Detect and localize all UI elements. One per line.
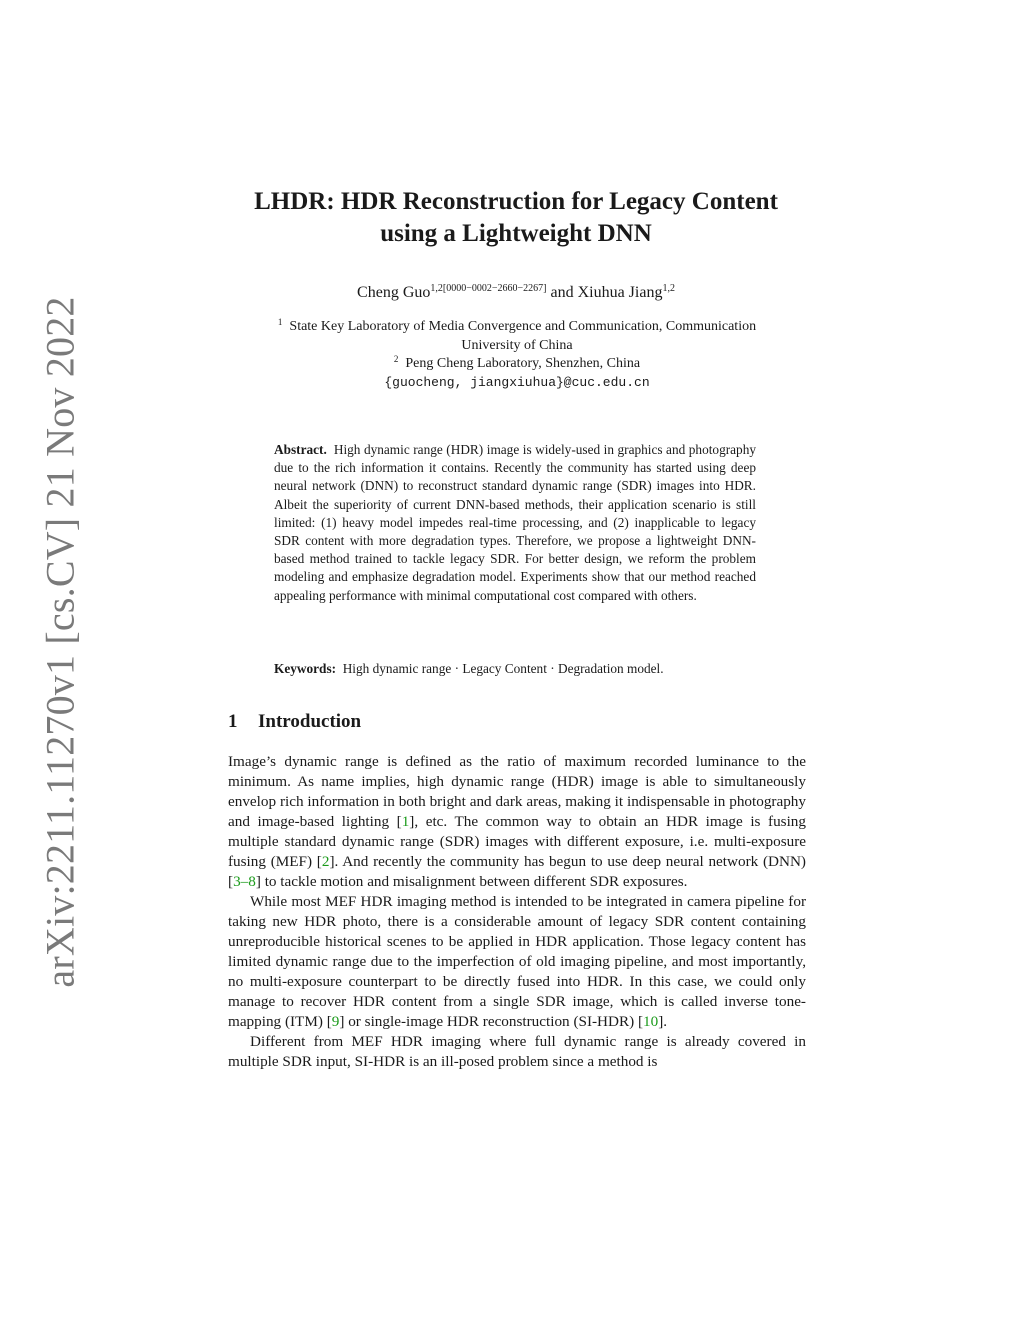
paragraph-1: Image’s dynamic range is defined as the ratio of maximum recorded luminance to the minimum. As name implies, high dynamic range (HDR) image is able to simultaneously envelop rich information in both bright and dark areas, making it indispensable in photography and image-based lighting [1], etc. The common way to obtain an HDR image is fusing multiple standard dynamic range (SDR) images with different exposure, i.e. multi-exposure fusing (MEF) [2]. And recently the community has begun to use deep neural network (DNN) [3–8] to tackle motion and misalignment between different SDR exposures. [228,753,806,890]
affil-1-text: State Key Laboratory of Media Convergence and Communication, Communication [289,319,757,334]
author-emails[interactable]: {guocheng, jiangxiuhua}@cuc.edu.cn [384,374,650,390]
paper-title [200,186,832,250]
author-1: Cheng Guo [357,284,431,301]
abstract-label: Abstract. [274,442,327,457]
abstract-text: High dynamic range (HDR) image is widely-used in graphics and photography due to the rich information it contains. Recently the community has started using deep neural network (DNN) to reconstruct standard dynamic range (SDR) images into HDR. Albeit the superiority of current DNN-based methods, their application scenario is still limited: (1) heavy model impedes real-time processing, and (2) inapplicable to legacy SDR content with more degradation types. Therefore, we propose a lightweight DNN-based method trained to tackle legacy SDR. For better design, we reform the problem modeling and emphasize degradation model. Experiments show that our method reached appealing performance with minimal computational cost compared with others. [274,442,756,603]
citation-link[interactable]: 2 [321,853,330,870]
citation-link[interactable]: 3–8 [233,873,256,890]
paragraph-3: Different from MEF HDR imaging where full dynamic range is already covered in multiple SDR input, SI-HDR is an ill-posed problem since a method is [228,1033,806,1070]
affil-1-marker: 1 [277,317,283,327]
affil-2-marker: 2 [393,354,399,364]
keywords-text: High dynamic range · Legacy Content · Degradation model. [342,661,664,676]
author-2-affil: 1,2 [662,283,675,294]
citation-link[interactable]: 10 [643,1013,659,1030]
keywords-label: Keywords: [274,661,337,676]
author-conjunction: and [546,284,578,301]
section-number: 1 [228,711,238,732]
affiliation-2 [228,355,806,374]
affiliation-1 [228,318,806,337]
keywords [274,660,756,678]
author-1-affil: 1,2[0000−0002−2660−2267] [430,283,547,294]
arxiv-side-stamp[interactable]: arXiv:2211.11270v1 [cs.CV] 21 Nov 2022 [37,296,83,988]
abstract [274,441,756,605]
author-2: Xiuhua Jiang [577,284,663,301]
paragraph-2: While most MEF HDR imaging method is intended to be integrated in camera pipeline for taking new HDR photo, there is a considerable amount of legacy SDR content containing unreproducible historical scenes to be applied in HDR application. Those legacy content has limited dynamic range due to the imperfection of old imaging pipeline, and most importantly, no multi-exposure counterpart to be directly fused into HDR. In this case, we could only manage to recover HDR content from a single SDR image, which is called inverse tone-mapping (ITM) [9] or single-image HDR reconstruction (SI-HDR) [10]. [228,893,806,1030]
title-line-1: LHDR: HDR Reconstruction for Legacy Content [254,188,778,215]
section-body [228,752,806,1072]
citation-link[interactable]: 1 [401,813,410,830]
affiliation-1-cont: University of China [461,337,573,353]
citation-link[interactable]: 9 [331,1013,340,1030]
affiliations [228,318,806,392]
affil-2-text: Peng Cheng Laboratory, Shenzhen, China [405,356,641,371]
author-list [200,282,832,304]
section-heading [228,709,361,735]
title-line-2: using a Lightweight DNN [380,220,652,247]
section-title: Introduction [258,711,362,732]
